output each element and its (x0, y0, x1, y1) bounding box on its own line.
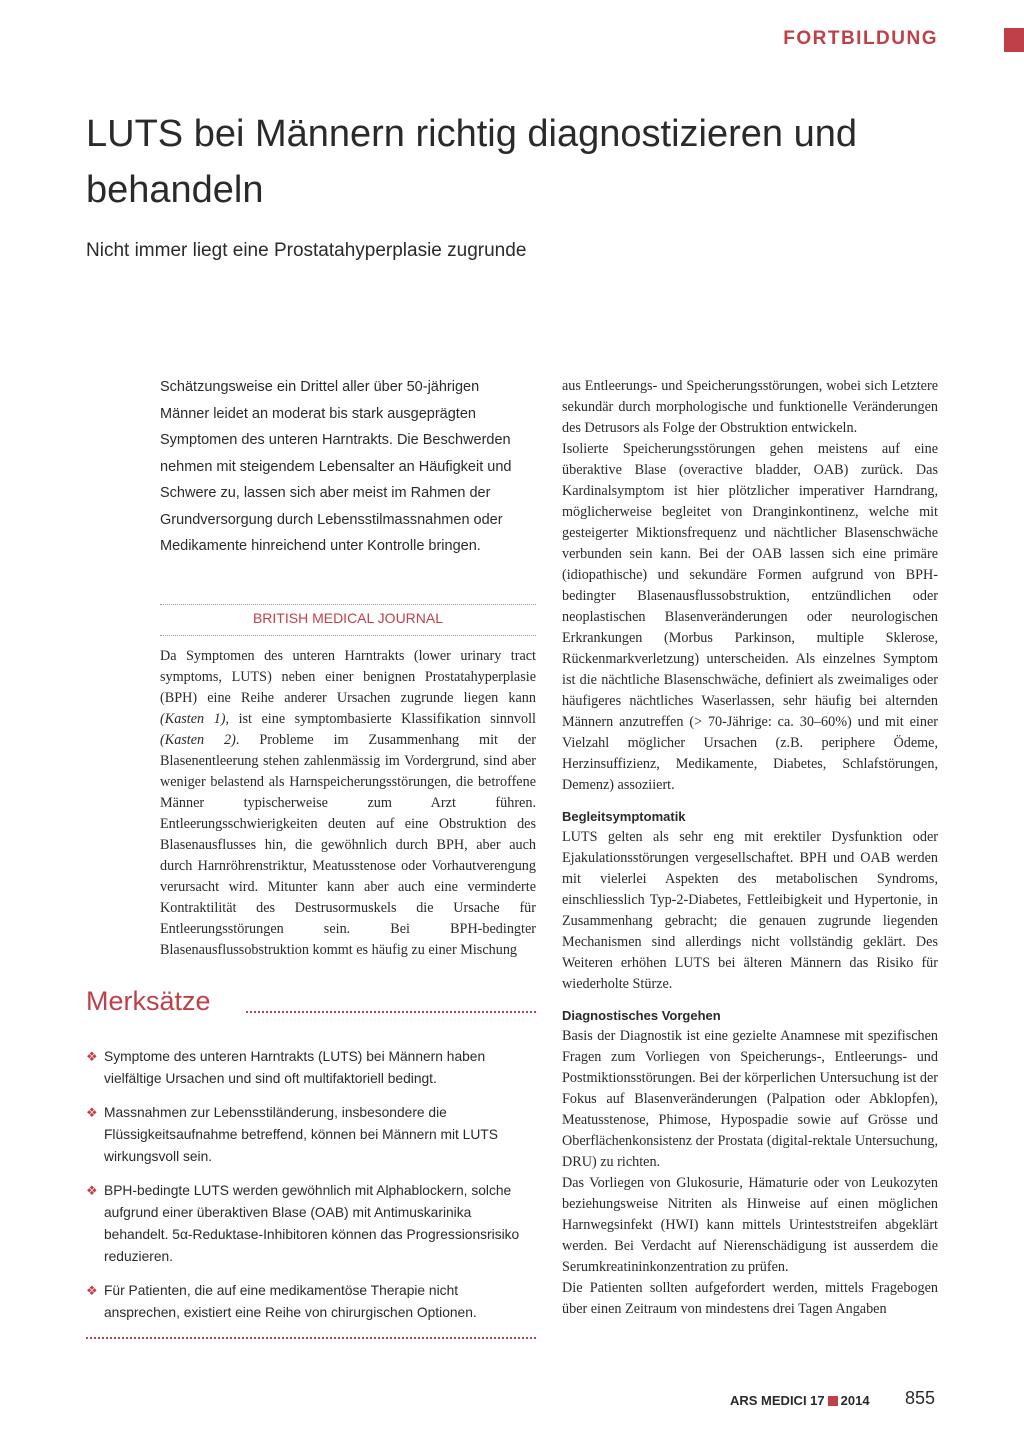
diamond-bullet-icon: ❖ (86, 1049, 98, 1064)
diamond-bullet-icon: ❖ (86, 1105, 98, 1120)
merksaetze-bottom-divider (86, 1337, 536, 1339)
merksatz-text: Symptome des unteren Harntrakts (LUTS) bei Männern haben vielfältige Ursachen und sind oft multifaktoriell bedingt. (104, 1049, 486, 1086)
journal-year: 2014 (840, 1393, 870, 1408)
footer-journal (730, 1393, 870, 1408)
body-paragraph: LUTS gelten als sehr eng mit erektiler Dysfunktion oder Ejakulationsstörungen vergesellschaftet. BPH und OAB werden mit vielerlei Aspekten des metabolischen Syndroms, einschliesslich Typ-2-Diabetes, Fettleibigkeit und Hypertonie, in Zusammenhang gebracht; die genauen zugrunde liegenden Mechanismen sind allerdings nicht vollständig geklärt. Des Weiteren erhöhen LUTS bei älteren Männern das Risiko für wiederholte Stürze. (562, 829, 938, 992)
body-text: . Probleme im Zusammenhang mit der Blasenentleerung stehen zahlenmässig im Vordergrund, sind aber weniger belastend als Harnspeicherungsstörungen, die betroffene Männer typischerweise zum Arzt führen. Entleerungsschwierigkeiten deuten auf eine Obstruktion des Blasenausflusses hin, die gewöhnlich durch BPH, aber auch durch Harnröhrenstriktur, Meatusstenose oder Vorhautverengung verursacht wird. Mitunter kann aber auch eine verminderte Kontraktilität des Destrusormuskels die Ursache für Entleerungsstörungen sein. Bei BPH-bedingter Blasenausflussobstruktion kommt es häufig zu einer Mischung (160, 732, 536, 958)
body-paragraph: Basis der Diagnostik ist eine gezielte Anamnese mit spezifischen Fragen zum Vorliegen von Speicherungs-, Entleerungs- und Postmiktionsstörungen. Bei der körperlichen Untersuchung ist der Fokus auf Blasenveränderungen (Palpation oder Abklopfen), Meatusstenose, Phimose, Hypospadie sowie auf Grösse und Oberflächenkonsistenz der Prostata (digital-rektale Untersuchung, DRU) zu richten. (562, 1028, 938, 1170)
diamond-bullet-icon: ❖ (86, 1183, 98, 1198)
body-paragraph: Die Patienten sollten aufgefordert werden, mittels Fragebogen über einen Zeitraum von mindestens drei Tagen Angaben (562, 1280, 938, 1317)
page-number: 855 (905, 1388, 936, 1408)
article-title: LUTS bei Männern richtig diagnostizieren und behandeln (86, 113, 857, 211)
body-paragraph: aus Entleerungs- und Speicherungsstörungen, wobei sich Letztere sekundär durch morphologische und funktionelle Veränderungen des Detrusors als Folge der Obstruktion entwickeln. (562, 378, 938, 436)
body-column-left (160, 646, 536, 961)
merksaetze-title-divider (246, 1011, 536, 1013)
merksatz-item (86, 1046, 536, 1090)
box-reference-link[interactable]: (Kasten 2) (160, 732, 236, 748)
merksaetze-title: Merksätze (86, 986, 211, 1016)
diamond-bullet-icon: ❖ (86, 1283, 98, 1298)
body-text: Da Symptomen des unteren Harntrakts (lower urinary tract symptoms, LUTS) neben einer benignen Prostatahyperplasie (BPH) eine Reihe anderer Ursachen zugrunde liegen kann (160, 648, 536, 706)
lead-paragraph: Schätzungsweise ein Drittel aller über 50-jährigen Männer leidet an moderat bis stark ausgeprägten Symptomen des unteren Harntrakts. Die Beschwerden nehmen mit steigendem Lebensalter an Häufigkeit und Schwere zu, lassen sich aber meist im Rahmen der Grundversorgung durch Lebensstilmassnahmen oder Medikamente hinreichend unter Kontrolle bringen. (160, 379, 512, 554)
body-paragraph: Isolierte Speicherungsstörungen gehen meistens auf eine überaktive Blase (overactive bladder, OAB) zurück. Das Kardinalsymptom ist hier plötzlicher imperativer Harndrang, möglicherweise begleitet von Dranginkontinenz, welche mit gesteigerter Miktionsfrequenz und nächtlicher Blasenschwäche verbunden sein kann. Bei der OAB lassen sich eine primäre (idiopathische) und sekundäre Formen aufgrund von BPH-bedingter Blasenausflussobstruktion, entzündlichen oder neoplastischen Blasenveränderungen oder neurologischen Erkrankungen (Morbus Parkinson, multiple Sklerose, Rückenmarkverletzung) unterscheiden. Als einzelnes Symptom ist die nächtliche Blasenschwäche, definiert als zweimaliges oder häufigeres nächtliches Waserlassen, sehr häufig bei alternden Männern anzutreffen (> 70-Jährige: ca. 30–60%) und mit einer Vielzahl möglicher Ursachen (z.B. periphere Ödeme, Herzinsuffizienz, Medikamente, Diabetes, Schlafstörungen, Demenz) assoziiert. (562, 441, 938, 793)
article-subtitle: Nicht immer liegt eine Prostatahyperplasie zugrunde (86, 240, 527, 261)
merksatz-item (86, 1180, 536, 1268)
section-heading: Diagnostisches Vorgehen (562, 1008, 721, 1023)
body-column-right (562, 376, 938, 1320)
merksatz-item (86, 1280, 536, 1324)
source-divider-top (160, 604, 536, 605)
journal-issue: ARS MEDICI 17 (730, 1393, 825, 1408)
section-color-marker (1004, 28, 1024, 52)
section-heading: Begleitsymptomatik (562, 809, 686, 824)
merksatz-text: BPH-bedingte LUTS werden gewöhnlich mit Alphablockern, solche aufgrund einer überaktiven Blase (OAB) mit Antimuskarinika behandelt. 5α-Reduktase-Inhibitoren können das Progressionsrisiko reduzieren. (104, 1183, 520, 1264)
source-divider-bottom (160, 635, 536, 636)
merksatz-item (86, 1102, 536, 1168)
body-text: , ist eine symptombasierte Klassifikation sinnvoll (225, 711, 536, 727)
section-label: FORTBILDUNG (783, 28, 938, 49)
footer-square-icon (828, 1396, 838, 1406)
merksaetze-list (86, 1046, 536, 1336)
body-paragraph: Das Vorliegen von Glukosurie, Hämaturie oder von Leukozyten beziehungsweise Nitriten als Hinweise auf einen möglichen Harnwegsinfekt (HWI) kann mittels Urinteststreifen abgeklärt werden. Bei Verdacht auf Nierenschädigung ist ausserdem die Serumkreatininkonzentration zu prüfen. (562, 1175, 938, 1275)
box-reference-link[interactable]: (Kasten 1) (160, 711, 226, 727)
merksatz-text: Massnahmen zur Lebensstiländerung, insbesondere die Flüssigkeitsaufnahme betreffend, können bei Männern mit LUTS wirkungsvoll sein. (104, 1105, 498, 1164)
merksatz-text: Für Patienten, die auf eine medikamentöse Therapie nicht ansprechen, existiert eine Reihe von chirurgischen Optionen. (104, 1283, 477, 1320)
body-paragraph (160, 646, 536, 961)
source-label: BRITISH MEDICAL JOURNAL (252, 610, 444, 626)
